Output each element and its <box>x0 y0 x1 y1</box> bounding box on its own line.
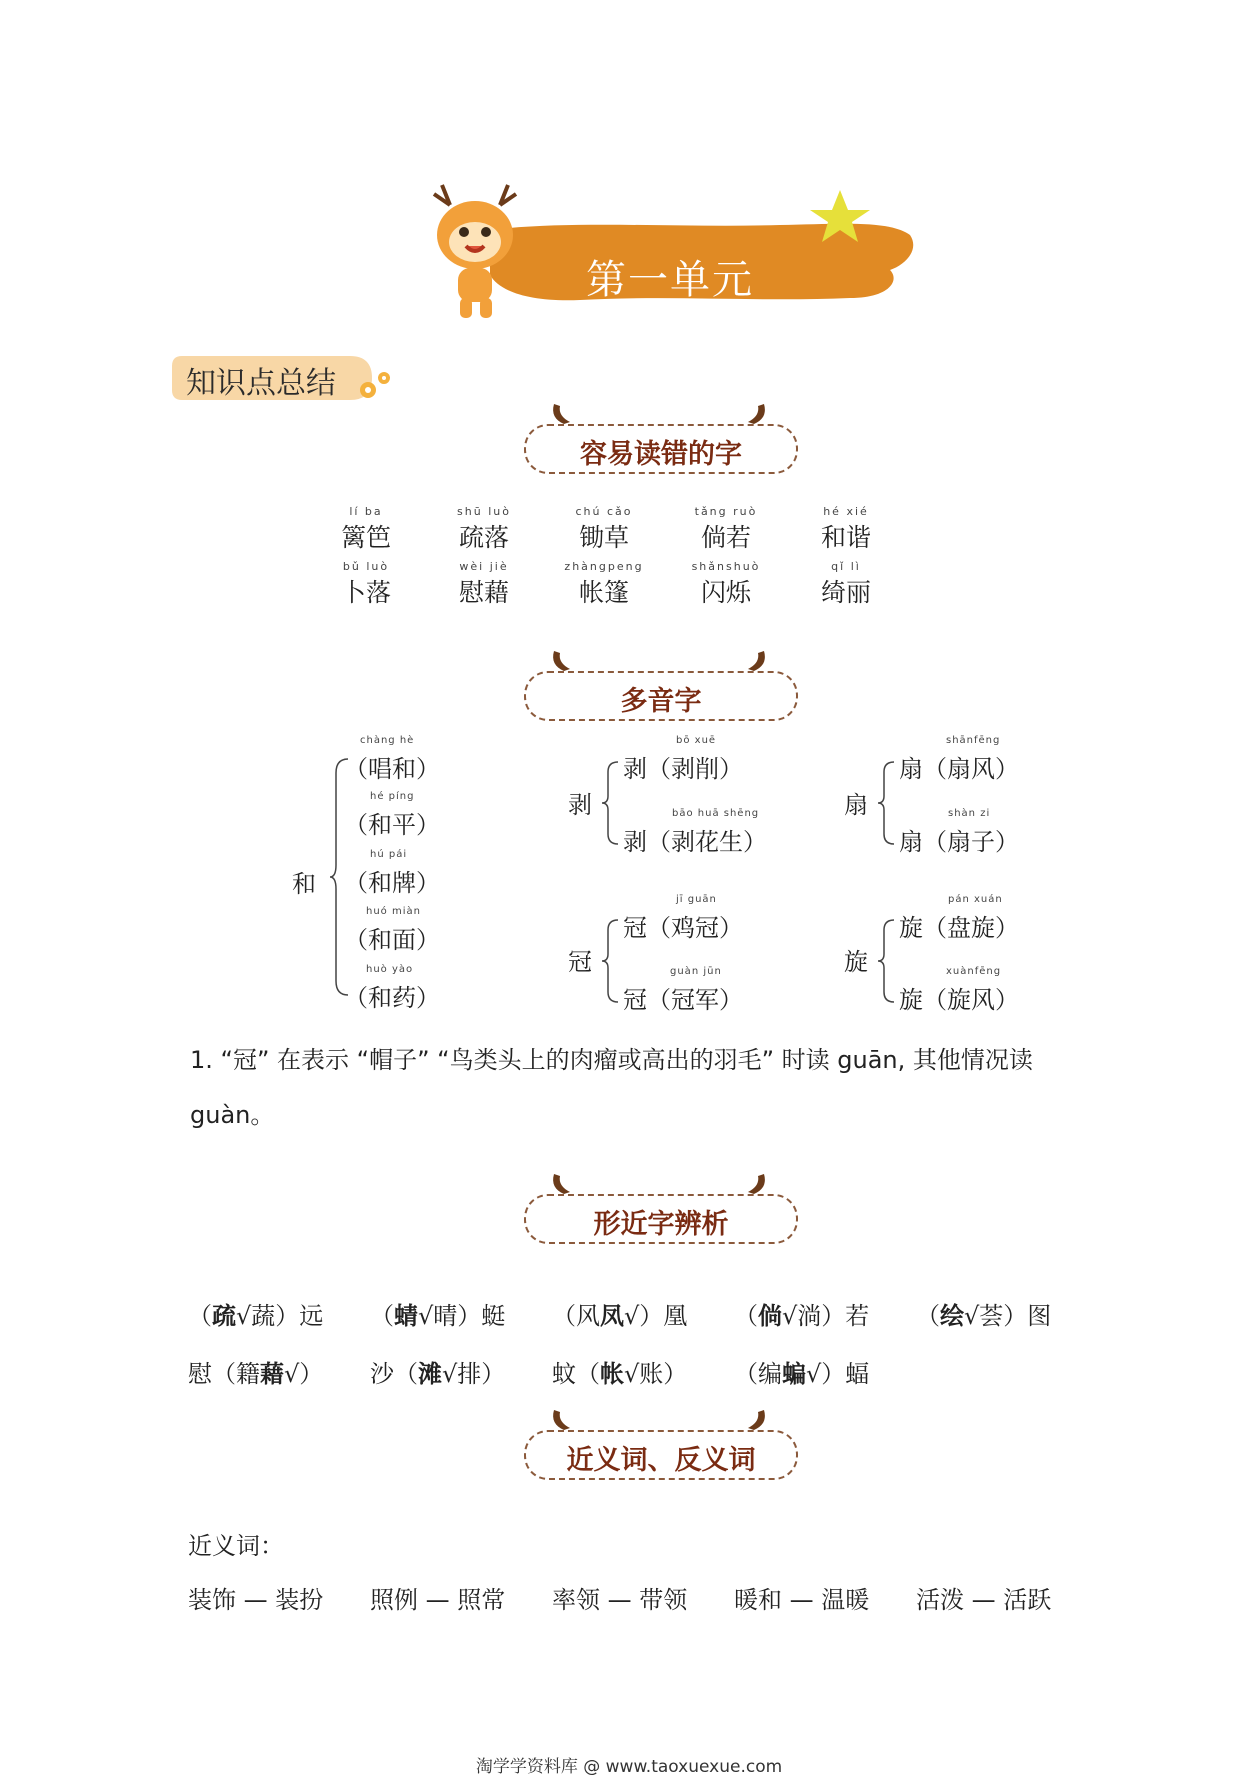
poly-item: 冠（冠军） <box>623 986 743 1014</box>
word-hanzi: 卜落 <box>340 578 391 607</box>
brace-icon <box>876 916 896 1006</box>
brace-icon <box>600 916 620 1006</box>
word-hanzi: 慰藉 <box>458 578 509 607</box>
poly-item: （和牌） <box>344 869 440 897</box>
similar-char-item <box>188 1354 323 1389</box>
similar-char-item <box>188 1296 323 1331</box>
pinyin: jī guān <box>676 894 717 905</box>
word-pinyin: bǔ luò <box>342 560 390 573</box>
poly-item: （和面） <box>344 926 440 954</box>
poly-item: 扇（扇子） <box>899 828 1019 856</box>
synonyms-label: 近义词： <box>188 1532 284 1560</box>
similar-char-text: √账） <box>624 1360 688 1388</box>
similar-char-text: √） <box>284 1360 324 1388</box>
pinyin: shānfēng <box>946 735 1001 746</box>
similar-char-text: （ <box>916 1302 940 1330</box>
word-hanzi: 帐篷 <box>578 578 629 607</box>
correct-char: 滩 <box>418 1360 442 1388</box>
poly-item: （唱和） <box>344 755 440 783</box>
knowledge-tag-label: 知识点总结 <box>186 366 336 401</box>
pinyin: bō xuē <box>676 735 717 746</box>
correct-char: 疏 <box>212 1302 236 1330</box>
similar-char-item <box>916 1296 1051 1331</box>
pinyin: xuànfēng <box>946 966 1002 977</box>
pinyin: huó miàn <box>366 906 421 917</box>
correct-char: 倘 <box>758 1302 782 1330</box>
word-hanzi: 绮丽 <box>820 578 871 607</box>
similar-char-item <box>552 1296 687 1331</box>
word-pinyin: hé xié <box>823 505 869 518</box>
word-pinyin: wèi jiè <box>459 560 509 573</box>
similar-char-text: √）蝠 <box>806 1360 870 1388</box>
section-title: 容易读错的字 <box>580 439 742 470</box>
similar-char-text: （编 <box>734 1360 782 1388</box>
synonym-pair: 活泼 — 活跃 <box>916 1586 1052 1614</box>
word-pinyin: lí ba <box>349 505 383 518</box>
note-line-1: 1. “冠” 在表示 “帽子” “鸟类头上的肉瘤或高出的羽毛” 时读 guān, 其他情况读 <box>190 1046 1033 1074</box>
similar-char-text: （ <box>370 1302 394 1330</box>
word-hanzi: 篱笆 <box>340 523 391 552</box>
similar-char-text: √）凰 <box>624 1302 688 1330</box>
synonym-pair: 率领 — 带领 <box>552 1586 688 1614</box>
similar-char-text: 慰（籍 <box>188 1360 260 1388</box>
synonym-pair: 装饰 — 装扮 <box>188 1586 324 1614</box>
pinyin: shàn zi <box>948 808 991 819</box>
similar-char-text: （ <box>188 1302 212 1330</box>
similar-char-item <box>734 1354 869 1389</box>
note-line-2: guàn。 <box>190 1101 275 1129</box>
poly-item: 剥（剥花生） <box>623 828 767 856</box>
similar-char-text: 沙（ <box>370 1360 418 1388</box>
word-hanzi: 疏落 <box>458 523 509 552</box>
pinyin: hé píng <box>370 791 415 802</box>
poly-root-xuan: 旋 <box>844 948 868 976</box>
pinyin: pán xuán <box>948 894 1003 905</box>
similar-char-text: √淌）若 <box>782 1302 870 1330</box>
poly-root-shan: 扇 <box>844 791 868 819</box>
correct-char: 蜻 <box>394 1302 418 1330</box>
similar-char-text: √晴）蜓 <box>418 1302 506 1330</box>
poly-item: （和平） <box>344 811 440 839</box>
synonym-pair: 照例 — 照常 <box>370 1586 506 1614</box>
poly-root-bo: 剥 <box>568 791 592 819</box>
poly-item: 旋（旋风） <box>899 986 1019 1014</box>
unit-title: 第一单元 <box>586 257 754 303</box>
similar-char-text: （ <box>734 1302 758 1330</box>
poly-root-he: 和 <box>292 870 316 898</box>
similar-char-item <box>370 1296 505 1331</box>
pinyin: hú pái <box>370 849 408 860</box>
word-pinyin: zhàngpeng <box>564 560 644 573</box>
correct-char: 绘 <box>940 1302 964 1330</box>
poly-root-guan: 冠 <box>568 948 592 976</box>
word-hanzi: 和谐 <box>820 523 871 552</box>
pinyin: bāo huā shēng <box>672 808 760 819</box>
similar-char-text: √荟）图 <box>964 1302 1052 1330</box>
correct-char: 藉 <box>260 1360 284 1388</box>
word-pinyin: shǎnshuò <box>691 560 761 573</box>
correct-char: 凤 <box>600 1302 624 1330</box>
similar-char-item <box>552 1354 687 1389</box>
word-pinyin: shū luò <box>457 505 511 518</box>
poly-item: （和药） <box>344 984 440 1012</box>
correct-char: 帐 <box>600 1360 624 1388</box>
brace-icon <box>876 758 896 848</box>
word-hanzi: 倘若 <box>700 523 751 552</box>
word-hanzi: 闪烁 <box>700 578 751 607</box>
footer-watermark: 淘学学资料库 @ www.taoxuexue.com <box>475 1757 783 1777</box>
similar-char-text: （风 <box>552 1302 600 1330</box>
word-pinyin: tǎng ruò <box>694 505 758 518</box>
deer-mascot-icon <box>434 185 516 318</box>
similar-char-text: 蚊（ <box>552 1360 600 1388</box>
correct-char: 蝙 <box>782 1360 806 1388</box>
similar-char-item <box>370 1354 505 1389</box>
section-title: 多音字 <box>620 686 702 717</box>
section-title: 形近字辨析 <box>593 1209 729 1240</box>
synonym-pair: 暖和 — 温暖 <box>734 1586 870 1614</box>
poly-item: 剥（剥削） <box>623 755 743 783</box>
section-title: 近义词、反义词 <box>566 1445 756 1476</box>
word-pinyin: chú cǎo <box>575 505 633 518</box>
pinyin: guàn jūn <box>670 966 722 977</box>
poly-item: 扇（扇风） <box>899 755 1019 783</box>
pinyin: chàng hè <box>360 735 415 746</box>
similar-char-text: √排） <box>442 1360 506 1388</box>
pinyin: huò yào <box>366 964 414 975</box>
word-pinyin: qǐ lì <box>831 560 861 573</box>
similar-char-item <box>734 1296 869 1331</box>
poly-item: 冠（鸡冠） <box>623 914 743 942</box>
poly-item: 旋（盘旋） <box>899 914 1019 942</box>
brace-icon <box>600 758 620 848</box>
word-hanzi: 锄草 <box>578 523 629 552</box>
similar-char-text: √蔬）远 <box>236 1302 324 1330</box>
